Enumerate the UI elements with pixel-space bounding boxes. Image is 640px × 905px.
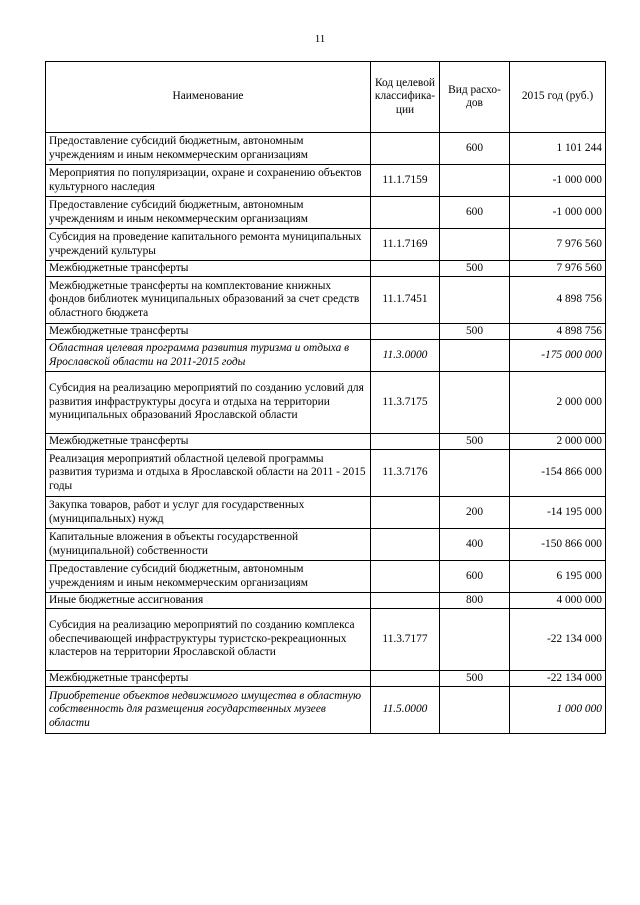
row-name: Областная целевая программа развития туризма и отдыха в Ярославской области на 2011-2015 годы	[46, 340, 371, 372]
row-amount: 4 000 000	[510, 593, 606, 609]
row-name: Субсидия на реализацию мероприятий по созданию комплекса обеспечивающей инфраструктуры туристско-рекреационных кластеров на территории Ярославской области	[46, 609, 371, 671]
row-name: Субсидия на проведение капитального ремонта муниципальных учреждений культуры	[46, 229, 371, 261]
table-row	[46, 261, 606, 277]
table-row	[46, 450, 606, 497]
row-amount: -14 195 000	[510, 497, 606, 529]
row-amount: -154 866 000	[510, 450, 606, 497]
row-vid	[440, 165, 510, 197]
row-amount: 7 976 560	[510, 229, 606, 261]
table-body	[46, 133, 606, 734]
row-code	[371, 324, 440, 340]
row-amount: 6 195 000	[510, 561, 606, 593]
table-row	[46, 671, 606, 687]
row-name: Межбюджетные трансферты на комплектование книжных фондов библиотек муниципальных образований за счет средств областного бюджета	[46, 277, 371, 324]
table-header-row	[46, 62, 606, 133]
row-amount: -150 866 000	[510, 529, 606, 561]
row-name: Закупка товаров, работ и услуг для государственных (муниципальных) нужд	[46, 497, 371, 529]
row-name: Мероприятия по популяризации, охране и сохранению объектов культурного наследия	[46, 165, 371, 197]
table-row	[46, 609, 606, 671]
row-vid: 400	[440, 529, 510, 561]
row-vid	[440, 450, 510, 497]
row-amount: -1 000 000	[510, 197, 606, 229]
row-name: Предоставление субсидий бюджетным, автономным учреждениям и иным некоммерческим организациям	[46, 197, 371, 229]
row-name: Субсидия на реализацию мероприятий по созданию условий для развития инфраструктуры досуга и отдыха на территории муниципальных образований Ярославской области	[46, 372, 371, 434]
row-code	[371, 497, 440, 529]
row-name: Межбюджетные трансферты	[46, 324, 371, 340]
row-code	[371, 133, 440, 165]
table-row	[46, 561, 606, 593]
row-name: Межбюджетные трансферты	[46, 261, 371, 277]
row-code	[371, 529, 440, 561]
row-vid: 600	[440, 561, 510, 593]
row-name: Реализация мероприятий областной целевой программы развития туризма и отдыха в Ярославской области на 2011 - 2015 годы	[46, 450, 371, 497]
row-code: 11.3.7175	[371, 372, 440, 434]
row-code	[371, 434, 440, 450]
row-code: 11.3.7177	[371, 609, 440, 671]
table-row	[46, 529, 606, 561]
row-amount: 2 000 000	[510, 434, 606, 450]
row-code: 11.1.7169	[371, 229, 440, 261]
row-code: 11.3.7176	[371, 450, 440, 497]
row-vid	[440, 229, 510, 261]
row-code	[371, 561, 440, 593]
row-code	[371, 593, 440, 609]
row-vid	[440, 277, 510, 324]
row-amount: -1 000 000	[510, 165, 606, 197]
row-vid: 500	[440, 671, 510, 687]
row-amount: -22 134 000	[510, 609, 606, 671]
page-number: 11	[314, 33, 326, 45]
row-vid: 200	[440, 497, 510, 529]
row-vid: 500	[440, 434, 510, 450]
row-vid: 800	[440, 593, 510, 609]
row-amount: 7 976 560	[510, 261, 606, 277]
table-row	[46, 197, 606, 229]
row-name: Предоставление субсидий бюджетным, автономным учреждениям и иным некоммерческим организациям	[46, 561, 371, 593]
row-amount: 4 898 756	[510, 277, 606, 324]
row-code: 11.1.7159	[371, 165, 440, 197]
row-vid	[440, 609, 510, 671]
table-row	[46, 497, 606, 529]
row-vid: 600	[440, 197, 510, 229]
row-amount: 1 101 244	[510, 133, 606, 165]
row-name: Межбюджетные трансферты	[46, 671, 371, 687]
row-vid	[440, 372, 510, 434]
table-row	[46, 687, 606, 734]
table-row	[46, 340, 606, 372]
row-amount: 1 000 000	[510, 687, 606, 734]
header-name: Наименование	[46, 62, 371, 133]
row-amount: -175 000 000	[510, 340, 606, 372]
budget-table	[45, 61, 606, 734]
row-code: 11.3.0000	[371, 340, 440, 372]
row-amount: 4 898 756	[510, 324, 606, 340]
table-row	[46, 372, 606, 434]
row-name: Предоставление субсидий бюджетным, автономным учреждениям и иным некоммерческим организациям	[46, 133, 371, 165]
table-row	[46, 593, 606, 609]
table-row	[46, 324, 606, 340]
table-row	[46, 229, 606, 261]
row-vid: 600	[440, 133, 510, 165]
row-name: Иные бюджетные ассигнования	[46, 593, 371, 609]
row-name: Межбюджетные трансферты	[46, 434, 371, 450]
row-code	[371, 197, 440, 229]
row-code: 11.5.0000	[371, 687, 440, 734]
row-vid: 500	[440, 261, 510, 277]
header-amount: 2015 год (руб.)	[510, 62, 606, 133]
row-code	[371, 671, 440, 687]
row-vid: 500	[440, 324, 510, 340]
table-row	[46, 165, 606, 197]
row-code: 11.1.7451	[371, 277, 440, 324]
row-vid	[440, 687, 510, 734]
table-row	[46, 133, 606, 165]
table-row	[46, 434, 606, 450]
header-code: Код целевой классифика-ции	[371, 62, 440, 133]
row-vid	[440, 340, 510, 372]
row-name: Капитальные вложения в объекты государственной (муниципальной) собственности	[46, 529, 371, 561]
row-name: Приобретение объектов недвижимого имущества в областную собственность для размещения государственных музеев области	[46, 687, 371, 734]
row-amount: -22 134 000	[510, 671, 606, 687]
table-row	[46, 277, 606, 324]
row-code	[371, 261, 440, 277]
row-amount: 2 000 000	[510, 372, 606, 434]
header-vid: Вид расхо-дов	[440, 62, 510, 133]
